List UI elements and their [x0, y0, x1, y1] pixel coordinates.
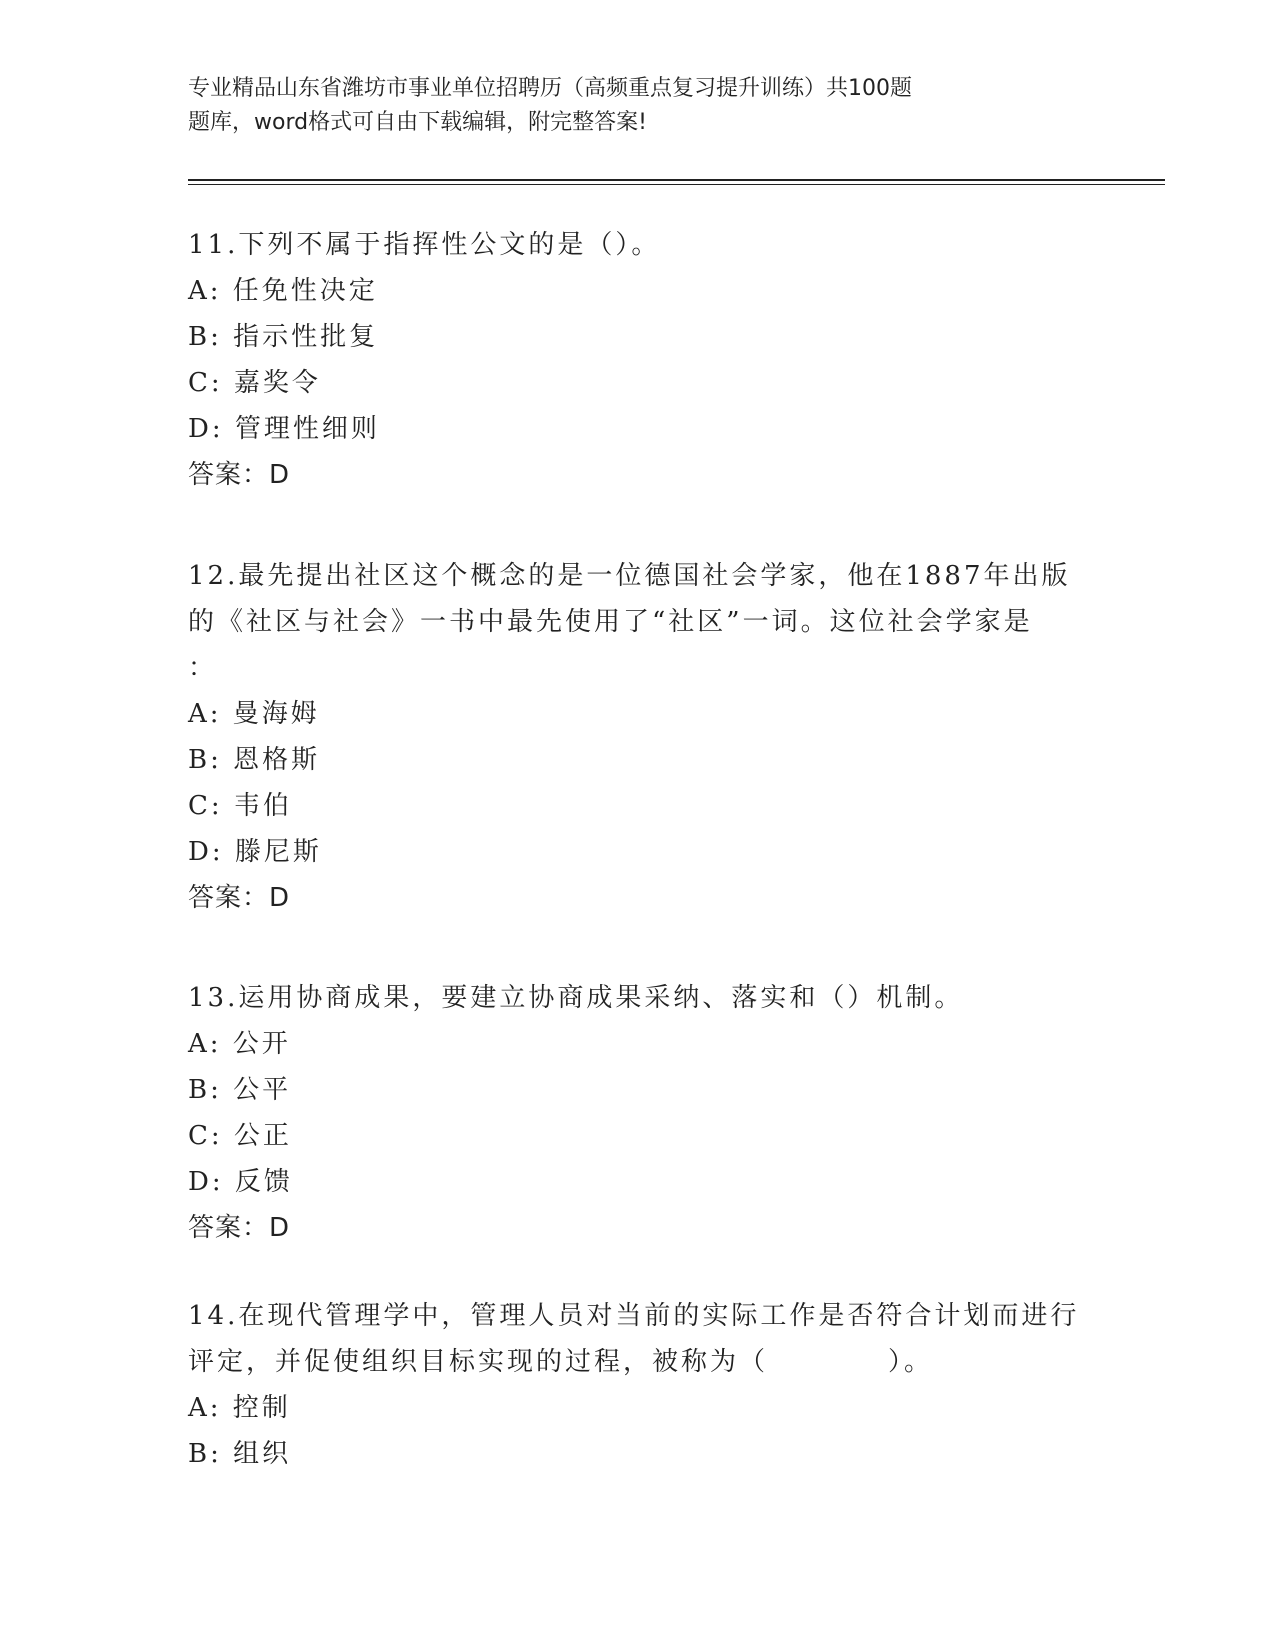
option-c: C: 嘉奖令: [188, 368, 321, 398]
question-text-part: ）。: [888, 1347, 934, 1377]
option-a: A: 公开: [188, 1029, 291, 1059]
question-text-part: 评定，并促使组织目标实现的过程，被称为（: [188, 1347, 769, 1377]
option-a: A: 控制: [188, 1393, 291, 1423]
header-divider-thin: [188, 184, 1165, 185]
option-d: D: 滕尼斯: [188, 837, 322, 867]
question-text: 14.在现代管理学中，管理人员对当前的实际工作是否符合计划而进行: [188, 1301, 1080, 1331]
question-text: 11.下列不属于指挥性公文的是（）。: [188, 230, 661, 260]
header-line-2: 题库，word格式可自由下载编辑，附完整答案!: [188, 110, 647, 135]
answer: 答案：D: [188, 1213, 291, 1243]
option-b: B: 指示性批复: [188, 322, 379, 352]
document-header: [188, 72, 1028, 140]
question-text-cont: ：: [188, 653, 218, 683]
question-11: [188, 222, 1088, 498]
answer: 答案：D: [188, 460, 291, 490]
question-text: 12.最先提出社区这个概念的是一位德国社会学家，他在1887年出版: [188, 561, 1071, 591]
question-12: [188, 553, 1088, 921]
option-b: B: 公平: [188, 1075, 292, 1105]
question-text: 13.运用协商成果，要建立协商成果采纳、落实和（）机制。: [188, 983, 964, 1013]
header-divider: [188, 179, 1165, 181]
option-c: C: 公正: [188, 1121, 292, 1151]
header-line-1: 专业精品山东省潍坊市事业单位招聘历（高频重点复习提升训练）共100题: [188, 76, 912, 101]
question-text-cont: 的《社区与社会》一书中最先使用了“社区”一词。这位社会学家是: [188, 607, 1033, 637]
option-c: C: 韦伯: [188, 791, 292, 821]
question-13: [188, 975, 1088, 1251]
option-b: B: 组织: [188, 1439, 292, 1469]
option-b: B: 恩格斯: [188, 745, 321, 775]
option-a: A: 任免性决定: [188, 276, 378, 306]
option-a: A: 曼海姆: [188, 699, 320, 729]
option-d: D: 反馈: [188, 1167, 293, 1197]
option-d: D: 管理性细则: [188, 414, 380, 444]
question-text-cont: [188, 1339, 1088, 1385]
answer: 答案：D: [188, 883, 291, 913]
question-14: [188, 1293, 1088, 1477]
